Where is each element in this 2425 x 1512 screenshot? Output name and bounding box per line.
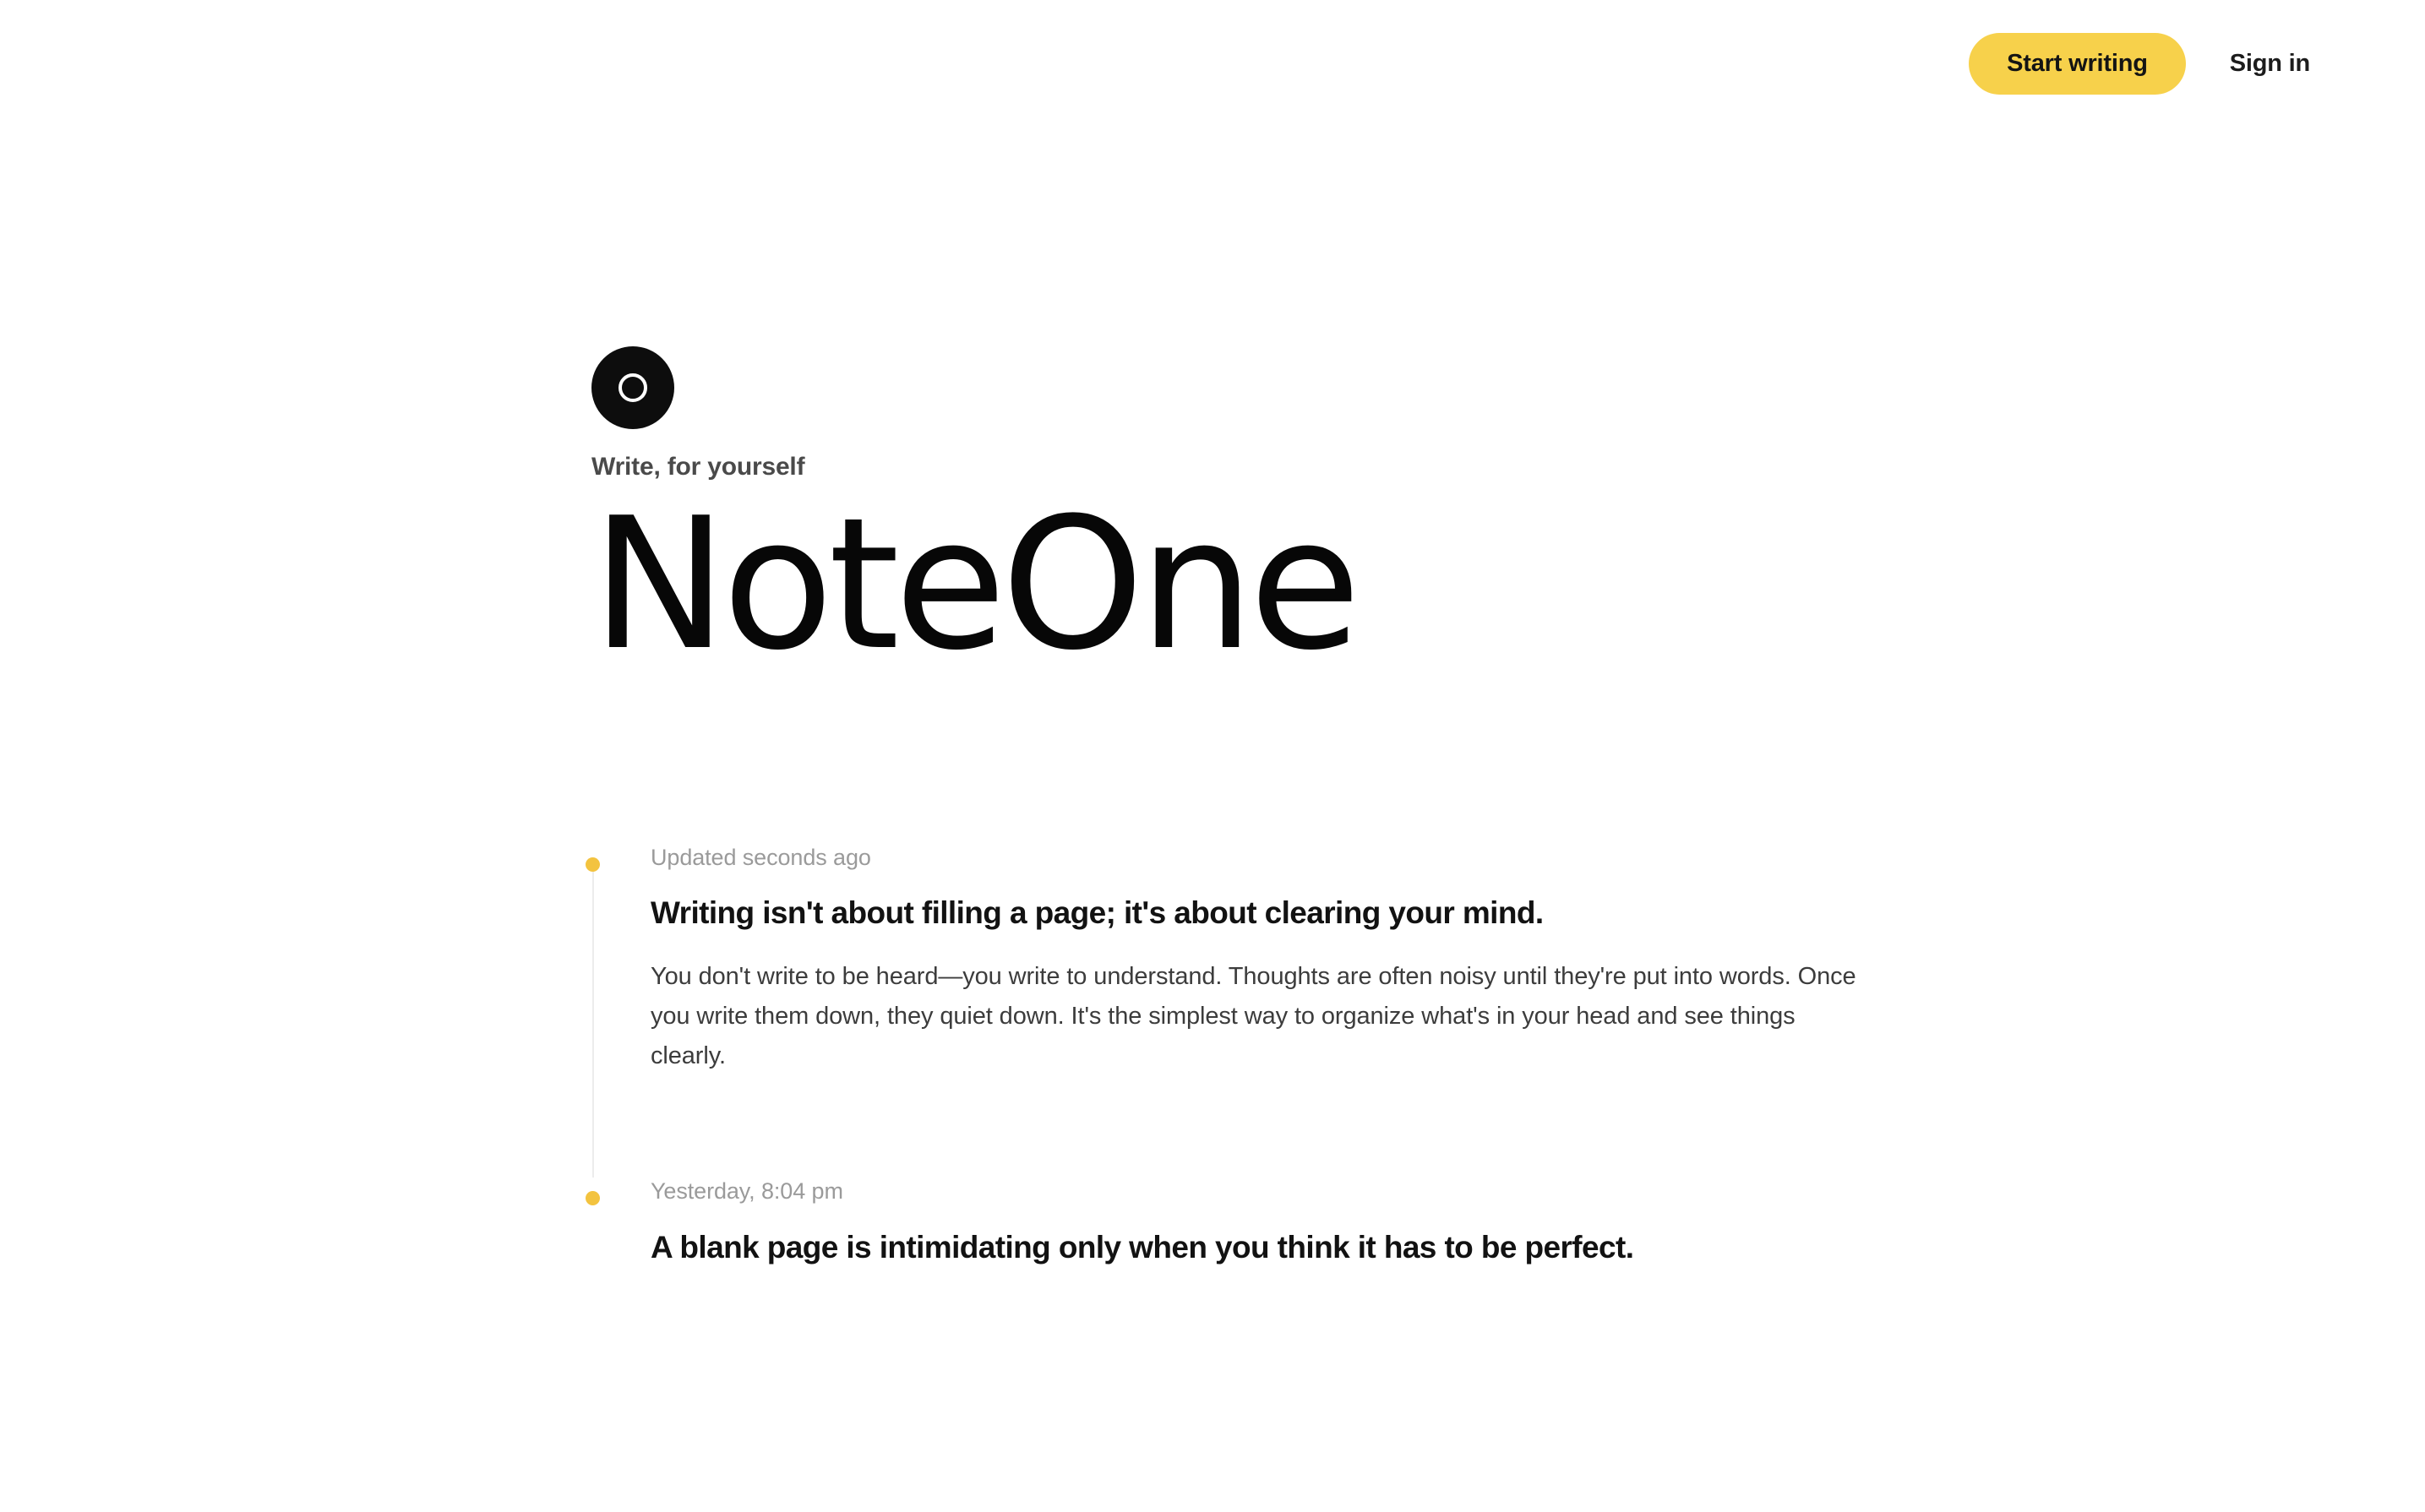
list-item[interactable] — [591, 844, 2425, 1178]
note-title[interactable]: Writing isn't about filling a page; it's about clearing your mind. — [651, 895, 1544, 931]
note-timestamp: Yesterday, 8:04 pm — [651, 1178, 843, 1205]
note-title[interactable]: A blank page is intimidating only when you think it has to be perfect. — [651, 1229, 1634, 1265]
hero-tagline: Write, for yourself — [591, 453, 805, 481]
circle-ring-icon — [591, 346, 674, 429]
sign-in-button[interactable]: Sign in — [2216, 43, 2324, 84]
circle-ring-inner — [619, 373, 647, 402]
page-title: NoteOne — [591, 478, 1356, 690]
note-body: You don't write to be heard—you write to understand. Thoughts are often noisy until they're put into words. Once you write them down, they quiet down. It's the simplest way to organize what's in your head and see things clearly. — [651, 963, 1856, 1070]
timeline-dot-icon — [586, 857, 600, 872]
start-writing-button[interactable]: Start writing — [1969, 33, 2186, 95]
hero-section — [0, 0, 2425, 690]
note-timestamp: Updated seconds ago — [651, 845, 871, 870]
timeline-rail — [592, 866, 594, 1178]
list-item[interactable] — [591, 1178, 2425, 1368]
timeline-dot-icon — [586, 1191, 600, 1205]
notes-feed — [0, 844, 2425, 1369]
